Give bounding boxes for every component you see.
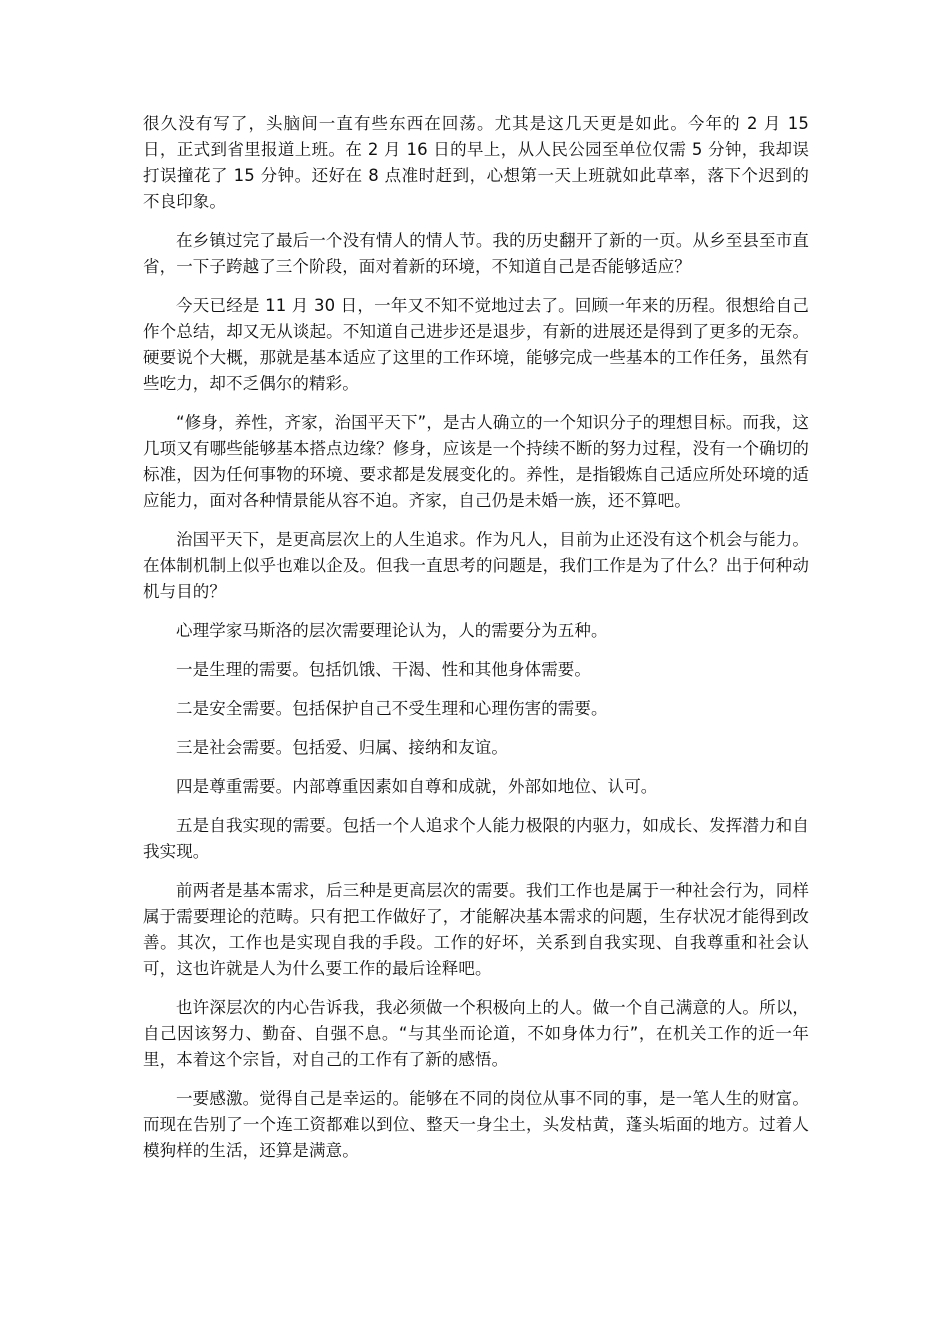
paragraph-2: 在乡镇过完了最后一个没有情人的情人节。我的历史翻开了新的一页。从乡至县至市直省，一下子跨越了三个阶段，面对着新的环境，不知道自己是否能够适应？: [143, 231, 809, 276]
paragraph-7: 一是生理的需要。包括饥饿、干渴、性和其他身体需要。: [176, 660, 591, 679]
paragraph-4: “修身，养性，齐家，治国平天下”，是古人确立的一个知识分子的理想目标。而我，这几项又有哪些能够基本搭点边缘？修身，应该是一个持续不断的努力过程，没有一个确切的标准，因为任何事物的环境、要求都是发展变化的。养性，是指锻炼自己适应所处环境的适应能力，面对各种情景能从容不迫。齐家，自己仍是未婚一族，还不算吧。: [143, 413, 809, 510]
paragraph-6: 心理学家马斯洛的层次需要理论认为，人的需要分为五种。: [176, 621, 608, 640]
paragraph-11: 五是自我实现的需要。包括一个人追求个人能力极限的内驱力，如成长、发挥潜力和自我实现。: [143, 816, 809, 861]
document-text-body: [143, 111, 809, 1164]
paragraph-12: 前两者是基本需求，后三种是更高层次的需要。我们工作也是属于一种社会行为，同样属于需要理论的范畴。只有把工作做好了，才能解决基本需求的问题，生存状况才能得到改善。其次，工作也是实现自我的手段。工作的好坏，关系到自我实现、自我尊重和社会认可，这也许就是人为什么要工作的最后诠释吧。: [143, 881, 809, 978]
paragraph-1: 很久没有写了，头脑间一直有些东西在回荡。尤其是这几天更是如此。今年的 2 月 15 日，正式到省里报道上班。在 2 月 16 日的早上，从人民公园至单位仅需 5 分钟，我却误打误撞花了 15 分钟。还好在 8 点准时赶到，心想第一天上班就如此草率，落下个迟到的不良印象。: [143, 114, 809, 211]
paragraph-8: 二是安全需要。包括保护自己不受生理和心理伤害的需要。: [176, 699, 608, 718]
paragraph-14: 一要感激。觉得自己是幸运的。能够在不同的岗位从事不同的事，是一笔人生的财富。而现在告别了一个连工资都难以到位、整天一身尘土，头发枯黄，蓬头垢面的地方。过着人模狗样的生活，还算是满意。: [143, 1089, 809, 1160]
paragraph-13: 也许深层次的内心告诉我，我必须做一个积极向上的人。做一个自己满意的人。所以，自己因该努力、勤奋、自强不息。“与其坐而论道，不如身体力行”，在机关工作的近一年里，本着这个宗旨，对自己的工作有了新的感悟。: [143, 998, 809, 1069]
paragraph-10: 四是尊重需要。内部尊重因素如自尊和成就，外部如地位、认可。: [176, 777, 658, 796]
paragraph-9: 三是社会需要。包括爱、归属、接纳和友谊。: [176, 738, 508, 757]
paragraph-3: 今天已经是 11 月 30 日，一年又不知不觉地过去了。回顾一年来的历程。很想给自己作个总结，却又无从谈起。不知道自己进步还是退步，有新的进展还是得到了更多的无奈。硬要说个大概，那就是基本适应了这里的工作环境，能够完成一些基本的工作任务，虽然有些吃力，却不乏偶尔的精彩。: [143, 296, 809, 393]
paragraph-5: 治国平天下，是更高层次上的人生追求。作为凡人，目前为止还没有这个机会与能力。在体制机制上似乎也难以企及。但我一直思考的问题是，我们工作是为了什么？出于何种动机与目的？: [143, 530, 809, 601]
